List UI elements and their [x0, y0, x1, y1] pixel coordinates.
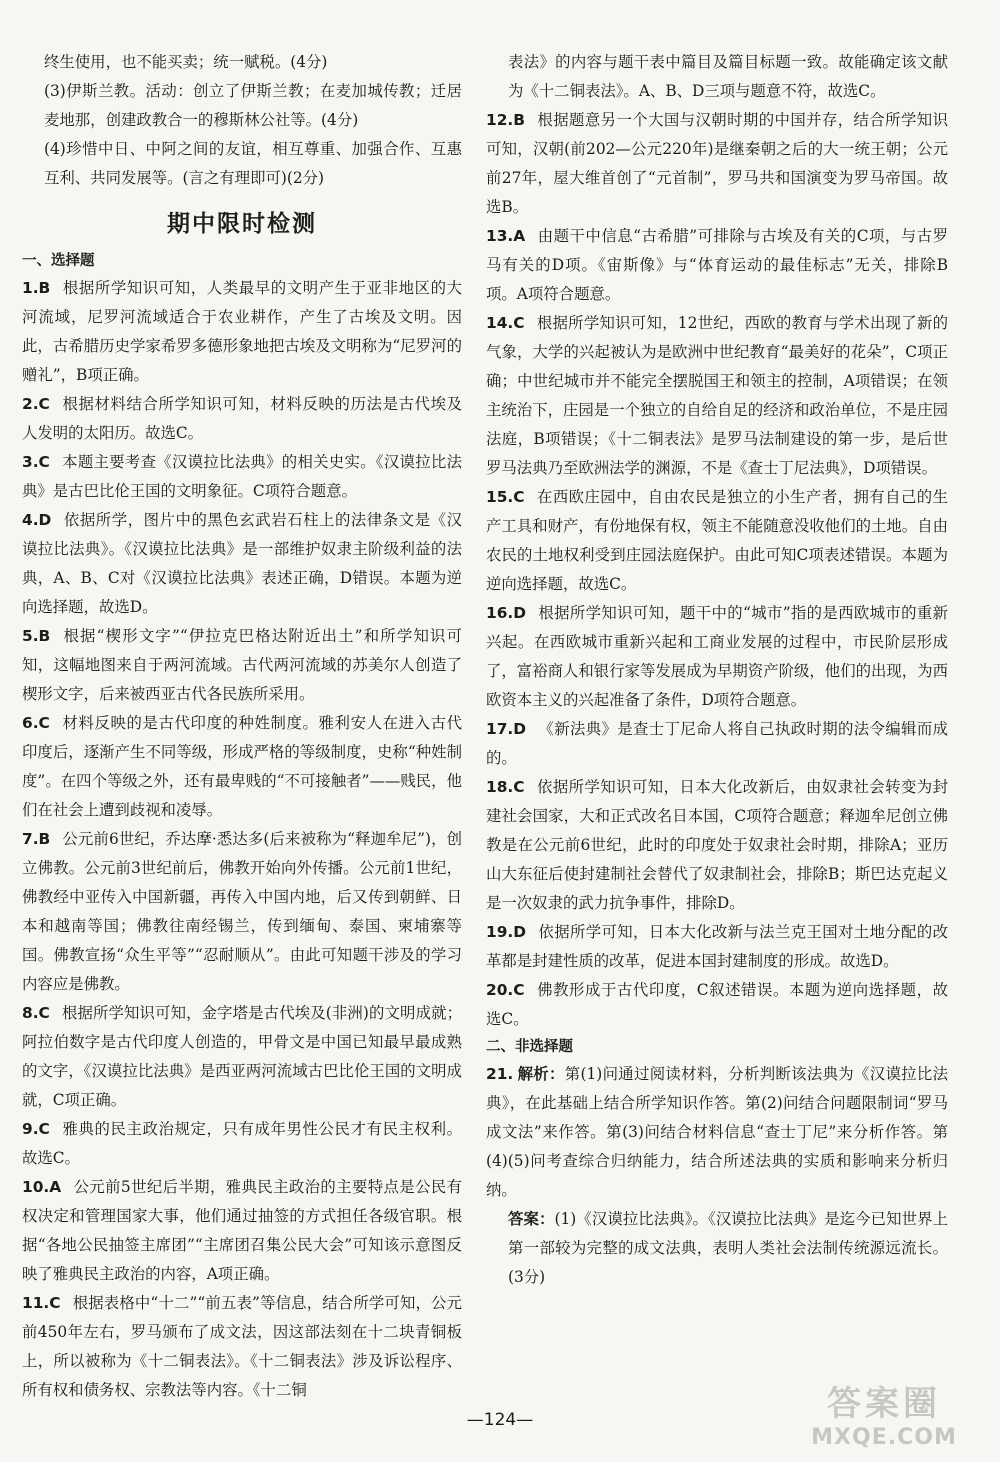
intro-line-2: (3)伊斯兰教。活动：创立了伊斯兰教；在麦加城传教；迁居麦地那，创建政教合一的穆斯林公社等。(4分): [44, 82, 462, 129]
item-number: 12.B: [486, 111, 525, 129]
item-number: 4.D: [22, 511, 52, 529]
item-text: 根据所学知识可知，题干中的“城市”指的是西欧城市的重新兴起。在西欧城市重新兴起和工商业发展的过程中，市民阶层形成了，富裕商人和银行家等发展成为早期资产阶级，他们的出现，为西欧资本主义的兴起准备了条件，D项符合题意。: [486, 604, 948, 709]
item-text: 根据所学知识可知，12世纪，西欧的教育与学术出现了新的气象，大学的兴起被认为是欧洲中世纪教育“最美好的花朵”，C项正确；中世纪城市并不能完全摆脱国王和领主的控制，A项错误；在领主统治下，庄园是一个独立的自给自足的经济和政治单位，不是庄园法庭，B项错误；《十二铜表法》是罗马法制建设的第一步，是后世罗马法典乃至欧洲法学的渊源，不是《查士丁尼法典》，D项错误。: [486, 314, 948, 477]
watermark-url: MXQE.COM: [811, 1425, 957, 1450]
answer-item: [22, 1115, 462, 1173]
item-number: 13.A: [486, 227, 526, 245]
answer-block-21: [486, 1205, 948, 1292]
watermark-logo-text: 答案圈: [827, 1384, 941, 1424]
item-text: 根据“楔形文字”“伊拉克巴格达附近出土”和所学知识可知，这幅地图来自于两河流域。古代两河流域的苏美尔人创造了楔形文字，后来被西亚古代各民族所采用。: [22, 627, 462, 703]
left-column: [22, 48, 462, 1405]
item-text: 《新法典》是查士丁尼命人将自己执政时期的法令编辑而成的。: [486, 720, 948, 767]
item-number: 10.A: [22, 1178, 62, 1196]
analysis-text: 第(1)问通过阅读材料，分析判断该法典为《汉谟拉比法典》，在此基础上结合所学知识作答。第(2)问结合问题限制词“罗马成文法”来作答。第(3)问结合材料信息“查士丁尼”来分析作答。第(4)(5)问考查综合归纳能力，结合所述法典的实质和影响来分析归纳。: [486, 1065, 948, 1199]
answer-item: [486, 222, 948, 309]
answer-item-21: [486, 1060, 948, 1205]
item-text: 根据题意另一个大国与汉朝时期的中国并存，结合所学知识可知，汉朝(前202—公元220年)是继秦朝之后的大一统王朝；公元前27年，屋大维首创了“元首制”，罗马共和国演变为罗马帝国。故选B。: [486, 111, 948, 216]
item-number: 6.C: [22, 714, 50, 732]
answer-item: [486, 976, 948, 1034]
item-text: 公元前6世纪，乔达摩·悉达多(后来被称为“释迦牟尼”)，创立佛教。公元前3世纪前后，佛教开始向外传播。公元前1世纪，佛教经中亚传入中国新疆，再传入中国内地，后又传到朝鲜、日本和越南等国；佛教往南经锡兰，传到缅甸、泰国、柬埔寨等国。佛教宣扬“众生平等”“忍耐顺从”。由此可知题干涉及的学习内容应是佛教。: [22, 830, 462, 993]
answer-label: 答案：: [508, 1210, 555, 1228]
answer-item: [486, 773, 948, 918]
answer-item: [22, 390, 462, 448]
item-number: 19.D: [486, 923, 527, 941]
answer-item: [22, 274, 462, 390]
answer-item: [22, 709, 462, 825]
item-number: 3.C: [22, 453, 50, 471]
item-number: 7.B: [22, 830, 51, 848]
answer-item: [486, 309, 948, 483]
item-text: 根据所学知识可知，人类最早的文明产生于亚非地区的大河流域，尼罗河流域适合于农业耕作，产生了古埃及文明。因此，古希腊历史学家希罗多德形象地把古埃及文明称为“尼罗河的赠礼”，B项正确。: [22, 279, 462, 384]
item-text: 依据所学知识可知，日本大化改新后，由奴隶社会转变为封建社会国家，大和正式改名日本国，C项符合题意；释迦牟尼创立佛教是在公元前6世纪，此时的印度处于奴隶社会时期，排除A；亚历山大东征后使封建制社会替代了奴隶制社会，排除B；斯巴达克起义是一次奴隶的武力抗争事件，排除D。: [486, 778, 948, 912]
answer-item: [486, 483, 948, 599]
answer-item: [22, 506, 462, 622]
answer-item: [22, 622, 462, 709]
answer-item: [486, 715, 948, 773]
answer-item: [486, 918, 948, 976]
item-number: 8.C: [22, 1004, 50, 1022]
item-text: 佛教形成于古代印度，C叙述错误。本题为逆向选择题，故选C。: [486, 981, 948, 1028]
item-text: 由题干中信息“古希腊”可排除与古埃及有关的C项，与古罗马有关的D项。《宙斯像》与“体育运动的最佳标志”无关，排除B项。A项符合题意。: [486, 227, 948, 303]
item-text: 根据所学知识可知，金字塔是古代埃及(非洲)的文明成就；阿拉伯数字是古代印度人创造的，甲骨文是中国已知最早最成熟的文字，《汉谟拉比法典》是西亚两河流域古巴比伦王国的文明成就，C项正确。: [22, 1004, 462, 1109]
answer-item: [22, 448, 462, 506]
item-text: 根据材料结合所学知识可知，材料反映的历法是古代埃及人发明的太阳历。故选C。: [22, 395, 462, 442]
analysis-label: 解析：: [517, 1065, 565, 1083]
item-text: 雅典的民主政治规定，只有成年男性公民才有民主权利。故选C。: [22, 1120, 462, 1167]
item-text: 在西欧庄园中，自由农民是独立的小生产者，拥有自己的生产工具和财产，有份地保有权，领主不能随意没收他们的土地。自由农民的土地权利受到庄园法庭保护。由此可知C项表述错误。本题为逆向选择题，故选C。: [486, 488, 948, 593]
answer-item: [486, 599, 948, 715]
right-column: [486, 48, 948, 1292]
section-title: 期中限时检测: [167, 211, 317, 237]
item-number: 11.C: [22, 1294, 61, 1312]
item-number: 20.C: [486, 981, 525, 999]
section-heading-nonchoice: 二、非选择题: [486, 1039, 573, 1055]
item-text: 材料反映的是古代印度的种姓制度。雅利安人在进入古代印度后，逐渐产生不同等级，形成严格的等级制度，史称“种姓制度”。在四个等级之外，还有最卑贱的“不可接触者”——贱民，他们在社会上遭到歧视和凌辱。: [22, 714, 462, 819]
answer-item: [486, 106, 948, 222]
answer-text: (1)《汉谟拉比法典》。《汉谟拉比法典》是迄今已知世界上第一部较为完整的成文法典，表明人类社会法制传统源远流长。(3分): [508, 1210, 948, 1286]
page-number: —124—: [466, 1410, 534, 1430]
answer-item: [22, 1289, 462, 1405]
item-number: 16.D: [486, 604, 527, 622]
item-text: 依据所学，图片中的黑色玄武岩石柱上的法律条文是《汉谟拉比法典》。《汉谟拉比法典》是一部维护奴隶主阶级利益的法典，A、B、C对《汉谟拉比法典》表述正确，D错误。本题为逆向选择题，故选D。: [22, 511, 462, 616]
site-watermark: [794, 1376, 974, 1448]
answer-item: [22, 1173, 462, 1289]
item-number: 18.C: [486, 778, 525, 796]
item-number: 15.C: [486, 488, 525, 506]
item-number: 2.C: [22, 395, 50, 413]
answer-item: [22, 999, 462, 1115]
item-number: 21.: [486, 1065, 514, 1083]
item-number: 14.C: [486, 314, 525, 332]
item-text: 本题主要考查《汉谟拉比法典》的相关史实。《汉谟拉比法典》是古巴比伦王国的文明象征。C项符合题意。: [22, 453, 462, 500]
intro-line-1: 终生使用，也不能买卖；统一赋税。(4分): [44, 53, 328, 71]
item-number: 5.B: [22, 627, 51, 645]
section-heading-choice: 一、选择题: [22, 253, 95, 269]
answer-list-right: [486, 106, 948, 1034]
continued-answer-11: 表法》的内容与题干表中篇目及篇目标题一致。故能确定该文献为《十二铜表法》。A、B、D三项与题意不符，故选C。: [508, 53, 948, 100]
intro-line-3: (4)珍惜中日、中阿之间的友谊，相互尊重、加强合作、互惠互利、共同发展等。(言之有理即可)(2分): [44, 140, 462, 187]
item-number: 1.B: [22, 279, 51, 297]
item-text: 根据表格中“十二”“前五表”等信息，结合所学可知，公元前450年左右，罗马颁布了成文法，因这部法刻在十二块青铜板上，所以被称为《十二铜表法》。《十二铜表法》涉及诉讼程序、所有权和债务权、宗教法等内容。《十二铜: [22, 1294, 462, 1399]
item-number: 9.C: [22, 1120, 50, 1138]
answer-item: [22, 825, 462, 999]
answer-list-left: [22, 274, 462, 1405]
item-text: 依据所学可知，日本大化改新与法兰克王国对土地分配的改革都是封建性质的改革，促进本国封建制度的形成。故选D。: [486, 923, 948, 970]
item-text: 公元前5世纪后半期，雅典民主政治的主要特点是公民有权决定和管理国家大事，他们通过抽签的方式担任各级官职。根据“各地公民抽签主席团”“主席团召集公民大会”可知该示意图反映了雅典民主政治的内容，A项正确。: [22, 1178, 462, 1283]
item-number: 17.D: [486, 720, 527, 738]
